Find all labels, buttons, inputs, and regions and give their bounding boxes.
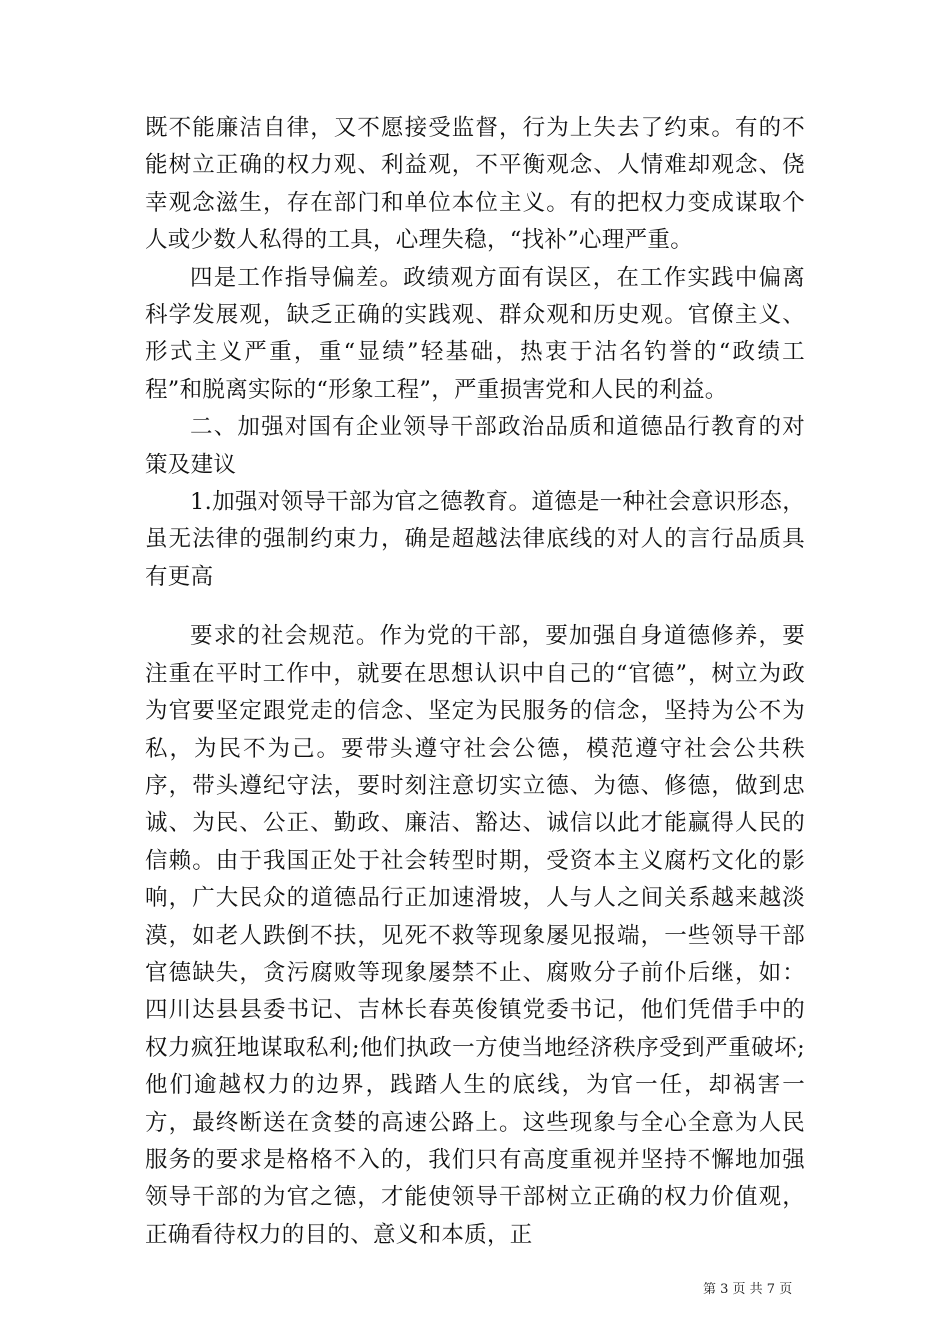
paragraph-official-ethics: 1.加强对领导干部为官之德教育。道德是一种社会意识形态，虽无法律的强制约束力，确是超越法律底线的对人的言行品质具有更高 <box>145 489 805 590</box>
paragraph-continuation: 既不能廉洁自律，又不愿接受监督，行为上失去了约束。有的不能树立正确的权力观、利益观，不平衡观念、人情难却观念、侥幸观念滋生，存在部门和单位本位主义。有的把权力变成谋取个人或少数人私得的工具，心理失稳，“找补”心理严重。 <box>145 115 805 254</box>
section-heading-countermeasures: 二、加强对国有企业领导干部政治品质和道德品行教育的对策及建议 <box>145 414 805 478</box>
paragraph-social-norms: 要求的社会规范。作为党的干部，要加强自身道德修养，要注重在平时工作中，就要在思想认识中自己的“官德”，树立为政为官要坚定跟党走的信念、坚定为民服务的信念，坚持为公不为私，为民不为己。要带头遵守社会公德，模范遵守社会公共秩序，带头遵纪守法，要时刻注意切实立德、为德、修德，做到忠诚、为民、公正、勤政、廉洁、豁达、诚信以此才能赢得人民的信赖。由于我国正处于社会转型时期，受资本主义腐朽文化的影响，广大民众的道德品行正加速滑坡，人与人之间关系越来越淡漠，如老人跌倒不扶，见死不救等现象屡见报端，一些领导干部官德缺失，贪污腐败等现象屡禁不止、腐败分子前仆后继，如：四川达县县委书记、吉林长春英俊镇党委书记，他们凭借手中的权力疯狂地谋取私利;他们执政一方使当地经济秩序受到严重破坏;他们逾越权力的边界，践踏人生的底线，为官一任，却祸害一方，最终断送在贪婪的高速公路上。这些现象与全心全意为人民服务的要求是格格不入的，我们只有高度重视并坚持不懈地加强领导干部的为官之德，才能使领导干部树立正确的权力价值观，正确看待权力的目的、意义和本质，正 <box>145 623 805 1248</box>
document-body <box>145 110 805 1254</box>
paragraph-work-guidance: 四是工作指导偏差。政绩观方面有误区，在工作实践中偏离科学发展观，缺乏正确的实践观、群众观和历史观。官僚主义、形式主义严重，重“显绩”轻基础，热衷于沽名钓誉的“政绩工程”和脱离实际的“形象工程”，严重损害党和人民的利益。 <box>145 264 805 403</box>
page-number: 第 3 页 共 7 页 <box>703 1282 793 1297</box>
